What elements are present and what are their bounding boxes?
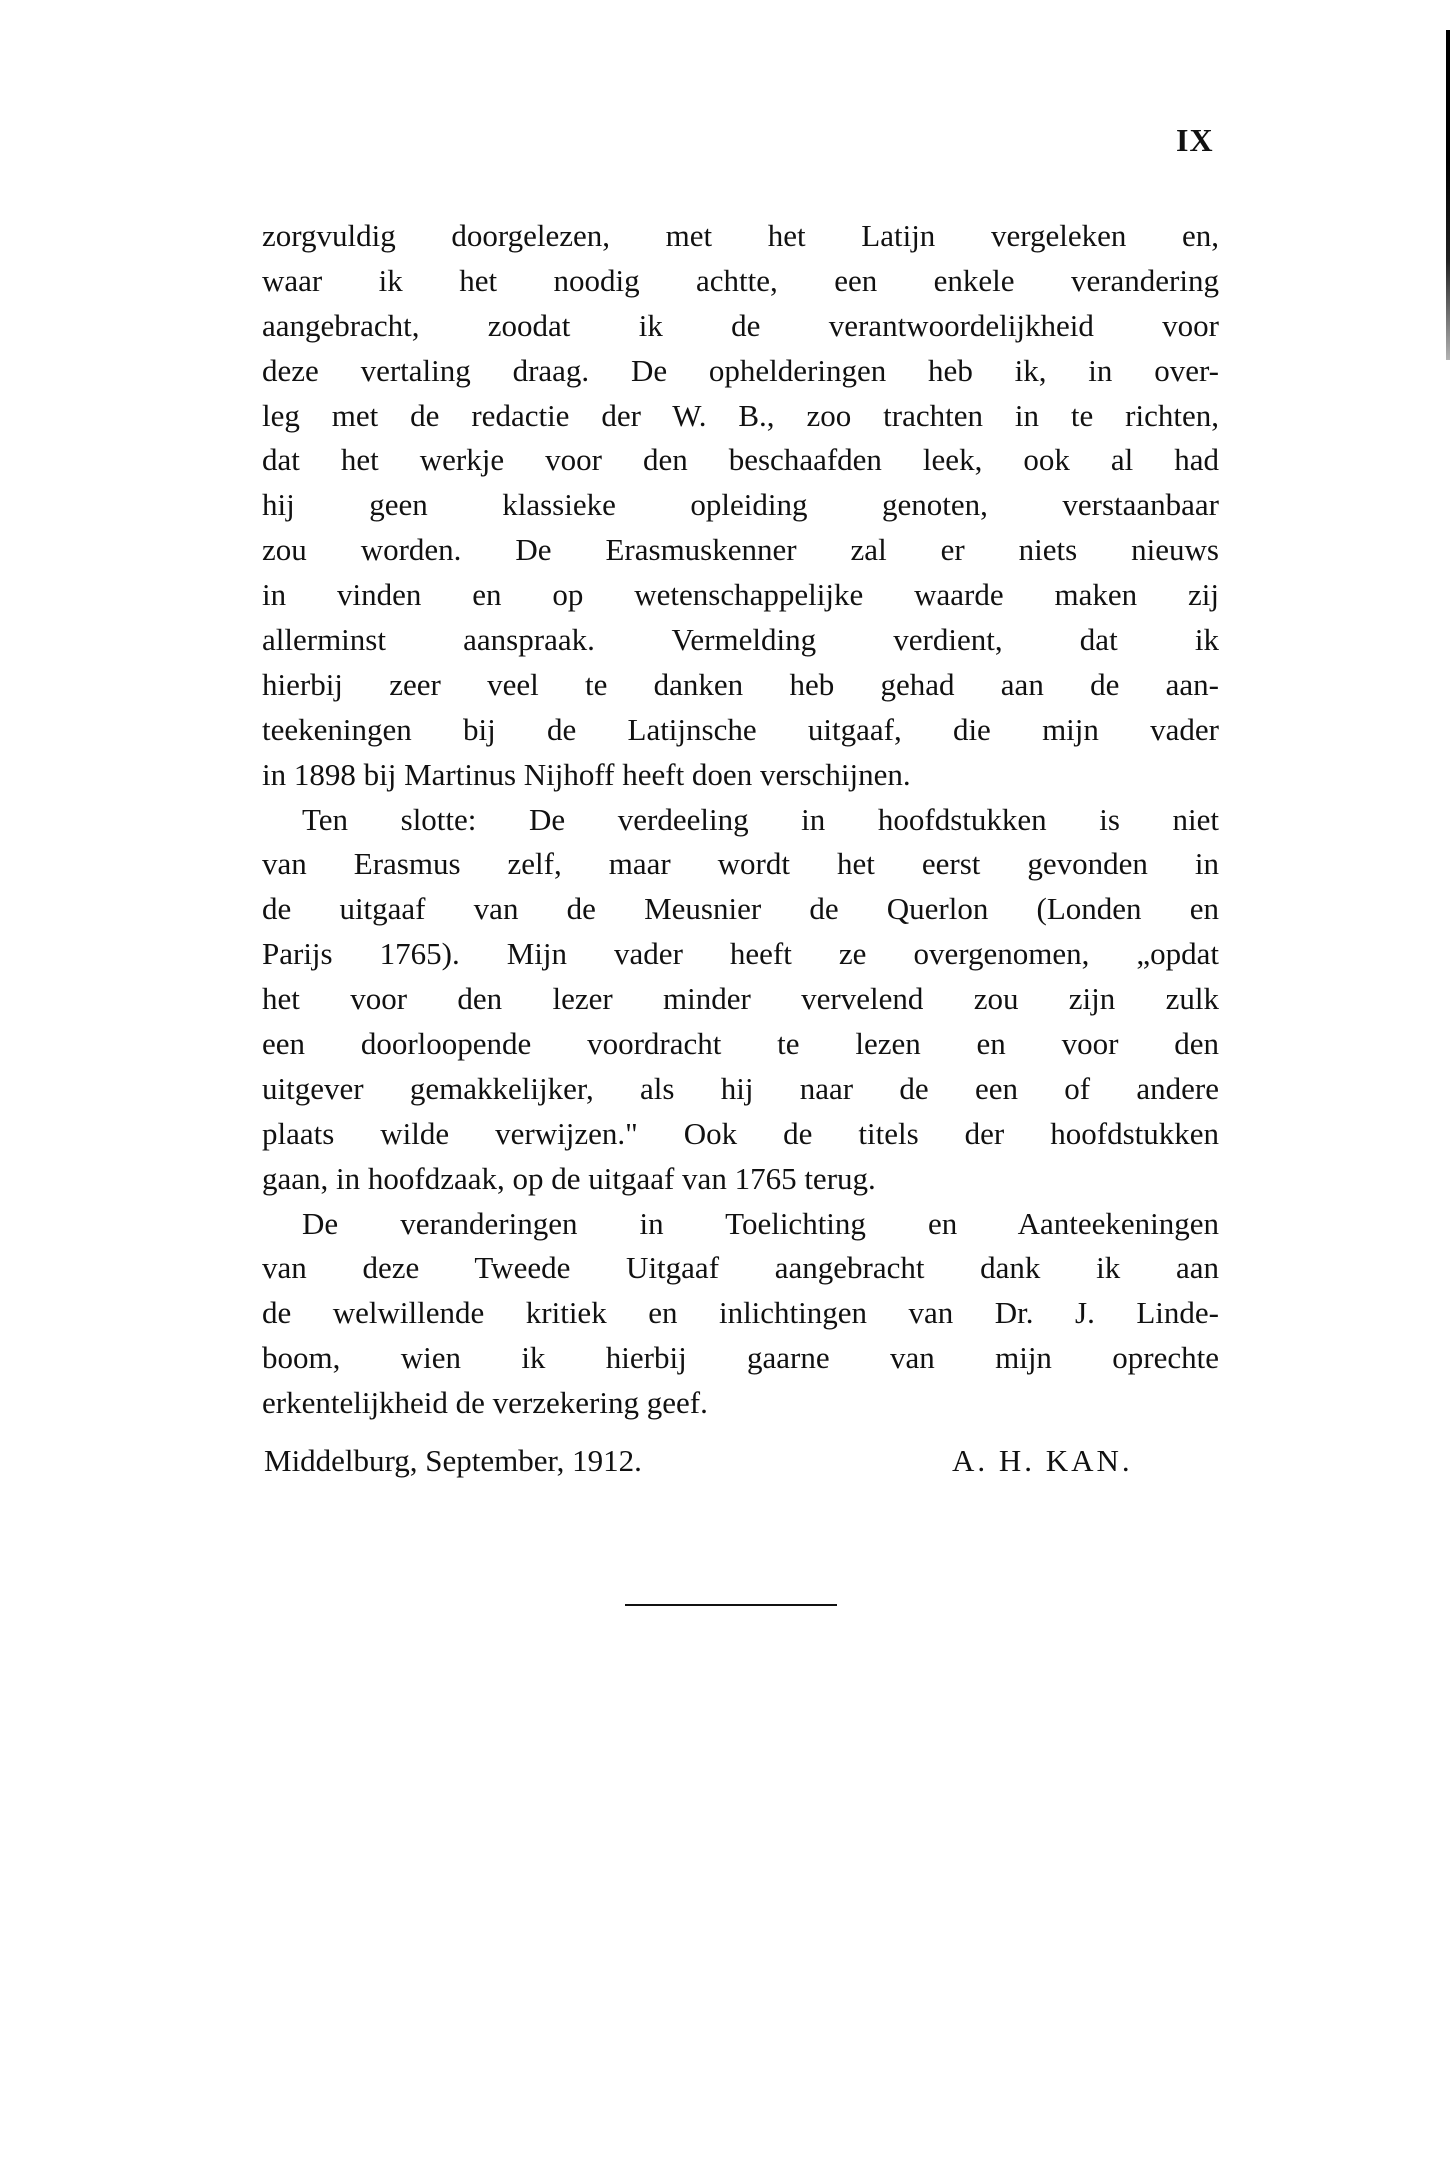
text-line: plaats wilde verwijzen." Ook de titels der hoofdstukken [262, 1115, 1219, 1151]
text-line: zou worden. De Erasmuskenner zal er niets nieuws [262, 532, 1219, 568]
text-line: Ten slotte: De verdeeling in hoofdstukken is niet [302, 801, 1219, 837]
text-line: deze vertaling draag. De ophelderingen heb ik, in over- [262, 352, 1219, 388]
text-line: hierbij zeer veel te danken heb gehad aan de aan- [262, 666, 1219, 702]
text-line: dat het werkje voor den beschaafden leek, ook al had [262, 442, 1219, 478]
text-line: allerminst aanspraak. Vermelding verdient, dat ik [262, 622, 1219, 658]
text-line: De veranderingen in Toelichting en Aanteekeningen [302, 1205, 1219, 1241]
text-line: de welwillende kritiek en inlichtingen van Dr. J. Linde- [262, 1295, 1219, 1331]
text-line: het voor den lezer minder vervelend zou zijn zulk [262, 981, 1219, 1017]
signature [264, 1441, 1184, 1481]
text-line: in vinden en op wetenschappelijke waarde maken zij [262, 577, 1219, 613]
text-line: zorgvuldig doorgelezen, met het Latijn vergeleken en, [262, 218, 1219, 253]
text-line: een doorloopende voordracht te lezen en voor den [262, 1026, 1219, 1062]
signature-author: A. H. KAN. [952, 1443, 1133, 1478]
text-line: waar ik het noodig achtte, een enkele verandering [262, 262, 1219, 298]
text-line: teekeningen bij de Latijnsche uitgaaf, die mijn vader [262, 711, 1219, 747]
text-line: in 1898 bij Martinus Nijhoff heeft doen verschijnen. [262, 756, 911, 792]
body-text [262, 214, 1219, 1426]
page-edge-shadow [1446, 30, 1450, 360]
text-line: leg met de redactie der W. B., zoo trachten in te richten, [262, 397, 1219, 433]
signature-place-date: Middelburg, September, 1912. [264, 1443, 642, 1478]
text-line: gaan, in hoofdzaak, op de uitgaaf van 1765 terug. [262, 1160, 876, 1196]
text-line: de uitgaaf van de Meusnier de Querlon (Londen en [262, 891, 1219, 927]
page-number: IX [1176, 122, 1214, 158]
text-line: hij geen klassieke opleiding genoten, verstaanbaar [262, 487, 1219, 523]
text-line: aangebracht, zoodat ik de verantwoordelijkheid voor [262, 307, 1219, 343]
text-line: Parijs 1765). Mijn vader heeft ze overgenomen, „opdat [262, 936, 1219, 972]
text-line: uitgever gemakkelijker, als hij naar de een of andere [262, 1070, 1219, 1106]
text-line: erkentelijkheid de verzekering geef. [262, 1385, 708, 1421]
text-line: van Erasmus zelf, maar wordt het eerst gevonden in [262, 846, 1219, 882]
text-line: van deze Tweede Uitgaaf aangebracht dank ik aan [262, 1250, 1219, 1286]
text-line: boom, wien ik hierbij gaarne van mijn oprechte [262, 1340, 1219, 1376]
section-divider [625, 1604, 837, 1606]
